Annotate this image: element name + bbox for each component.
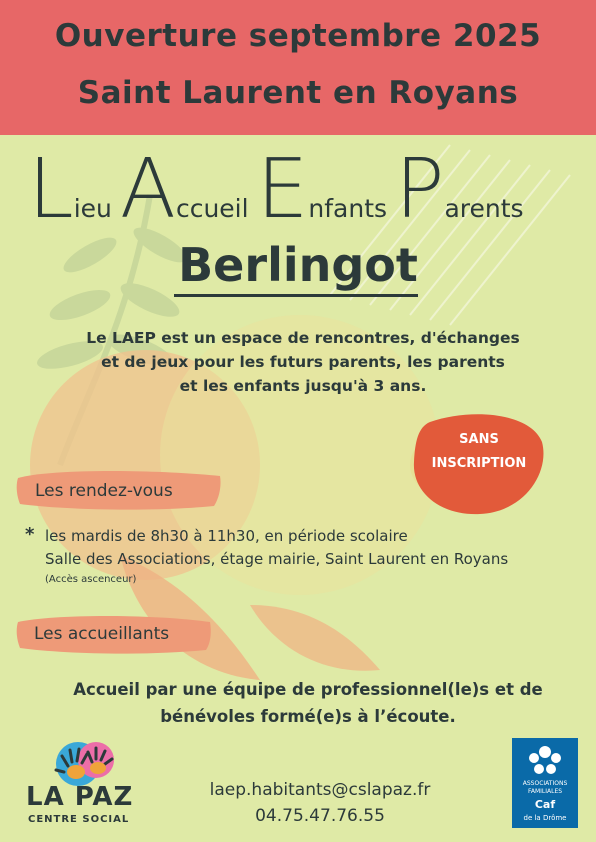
acronym-rest-enfants: nfants xyxy=(308,194,388,223)
badge-line: INSCRIPTION xyxy=(431,456,527,471)
acronym-initial-l: L xyxy=(28,142,74,237)
intro-text xyxy=(40,326,566,398)
team-description xyxy=(30,676,586,730)
contact-email[interactable]: laep.habitants@cslapaz.fr xyxy=(209,780,431,800)
team-line: bénévoles formé(e)s à l’écoute. xyxy=(160,707,456,726)
team-line: Accueil par une équipe de professionnel(le)s et de xyxy=(73,680,543,699)
caf-sub: de la Drôme xyxy=(523,814,567,822)
intro-line: et de jeux pour les futurs parents, les parents xyxy=(101,353,505,371)
acronym-rest-lieu: ieu xyxy=(73,194,112,223)
lapaz-logo xyxy=(20,738,140,830)
acronym-initial-e: E xyxy=(256,142,309,237)
intro-line: Le LAEP est un espace de rencontres, d'échanges xyxy=(86,329,520,347)
title-underline xyxy=(174,294,418,297)
caf-name: Caf xyxy=(534,798,556,811)
location: Saint Laurent en Royans xyxy=(77,75,519,111)
accueillants-heading: Les accueillants xyxy=(34,624,170,644)
acronym-initial-a: A xyxy=(119,142,176,237)
rendezvous-heading: Les rendez-vous xyxy=(35,481,173,501)
header-banner xyxy=(0,0,596,135)
family-icon xyxy=(525,742,565,778)
access-note: (Accès ascenceur) xyxy=(45,574,137,585)
laep-acronym xyxy=(28,142,588,237)
schedule-line: les mardis de 8h30 à 11h30, en période scolaire xyxy=(45,527,408,545)
acronym-rest-accueil: ccueil xyxy=(175,194,249,223)
badge-line: SANS xyxy=(459,432,499,447)
asterisk-icon: * xyxy=(25,524,35,545)
lapaz-name: LA PAZ xyxy=(26,782,134,812)
badge-text xyxy=(410,428,548,476)
caf-org: ASSOCIATIONS FAMILIALES xyxy=(522,780,568,795)
page-title: Berlingot xyxy=(178,238,418,292)
contact-phone[interactable]: 04.75.47.76.55 xyxy=(255,806,385,826)
opening-date: Ouverture septembre 2025 xyxy=(54,18,542,54)
venue-line: Salle des Associations, étage mairie, Saint Laurent en Royans xyxy=(45,550,509,568)
acronym-rest-parents: arents xyxy=(444,194,524,223)
lapaz-subtitle: CENTRE SOCIAL xyxy=(28,814,130,825)
acronym-initial-p: P xyxy=(395,142,445,237)
intro-line: et les enfants jusqu'à 3 ans. xyxy=(179,377,427,395)
caf-logo xyxy=(512,738,578,828)
